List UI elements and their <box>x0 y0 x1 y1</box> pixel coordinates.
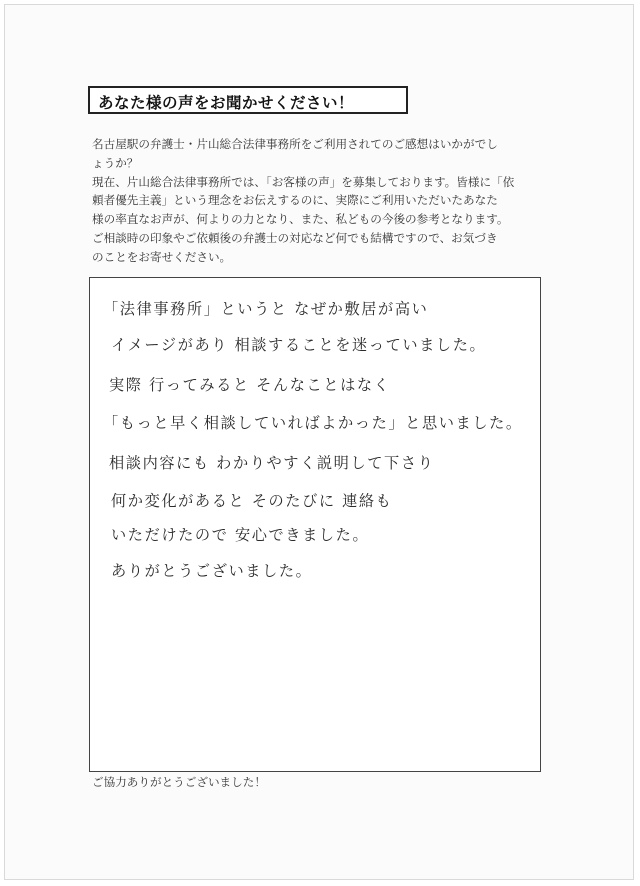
intro-line: 名古屋駅の弁護士・片山総合法律事務所をご利用されてのご感想はいかがでし <box>92 137 498 151</box>
comment-line: 実際 行ってみると そんなことはなく <box>109 376 391 394</box>
comment-line: 「法律事務所」というと なぜか敷居が高い <box>103 300 429 318</box>
comment-line: 「もっと早く相談していればよかった」と思いました。 <box>103 414 523 432</box>
intro-line: のことをお寄せください。 <box>92 249 232 264</box>
comment-line: いただけたので 安心できました。 <box>111 526 370 544</box>
intro-line: ょうか？ <box>92 155 139 170</box>
intro-line: 様の率直なお声が、何よりの力となり、また、私どもの今後の参考となります。 <box>92 212 509 227</box>
page-title: あなた様の声をお聞かせください！ <box>98 94 355 112</box>
intro-line: 頼者優先主義」という理念をお伝えするのに、実際にご利用いただいたあなた <box>92 193 498 208</box>
comment-line: イメージがあり 相談することを迷っていました。 <box>111 336 487 354</box>
title-box <box>88 86 408 114</box>
comment-line: 相談内容にも わかりやすく説明して下さり <box>109 454 435 472</box>
intro-line: ご相談時の印象やご依頼後の弁護士の対応など何でも結構ですので、お気づき <box>92 230 498 245</box>
comment-line: ありがとうございました。 <box>111 562 313 580</box>
comment-line: 何か変化があると そのたびに 連絡も <box>111 492 393 510</box>
intro-line: 現在、片山総合法律事務所では、「お客様の声」を募集しております。皆様に「依 <box>92 174 515 189</box>
intro-paragraph <box>92 135 562 267</box>
closing-text: ご協力ありがとうございました！ <box>92 775 266 789</box>
